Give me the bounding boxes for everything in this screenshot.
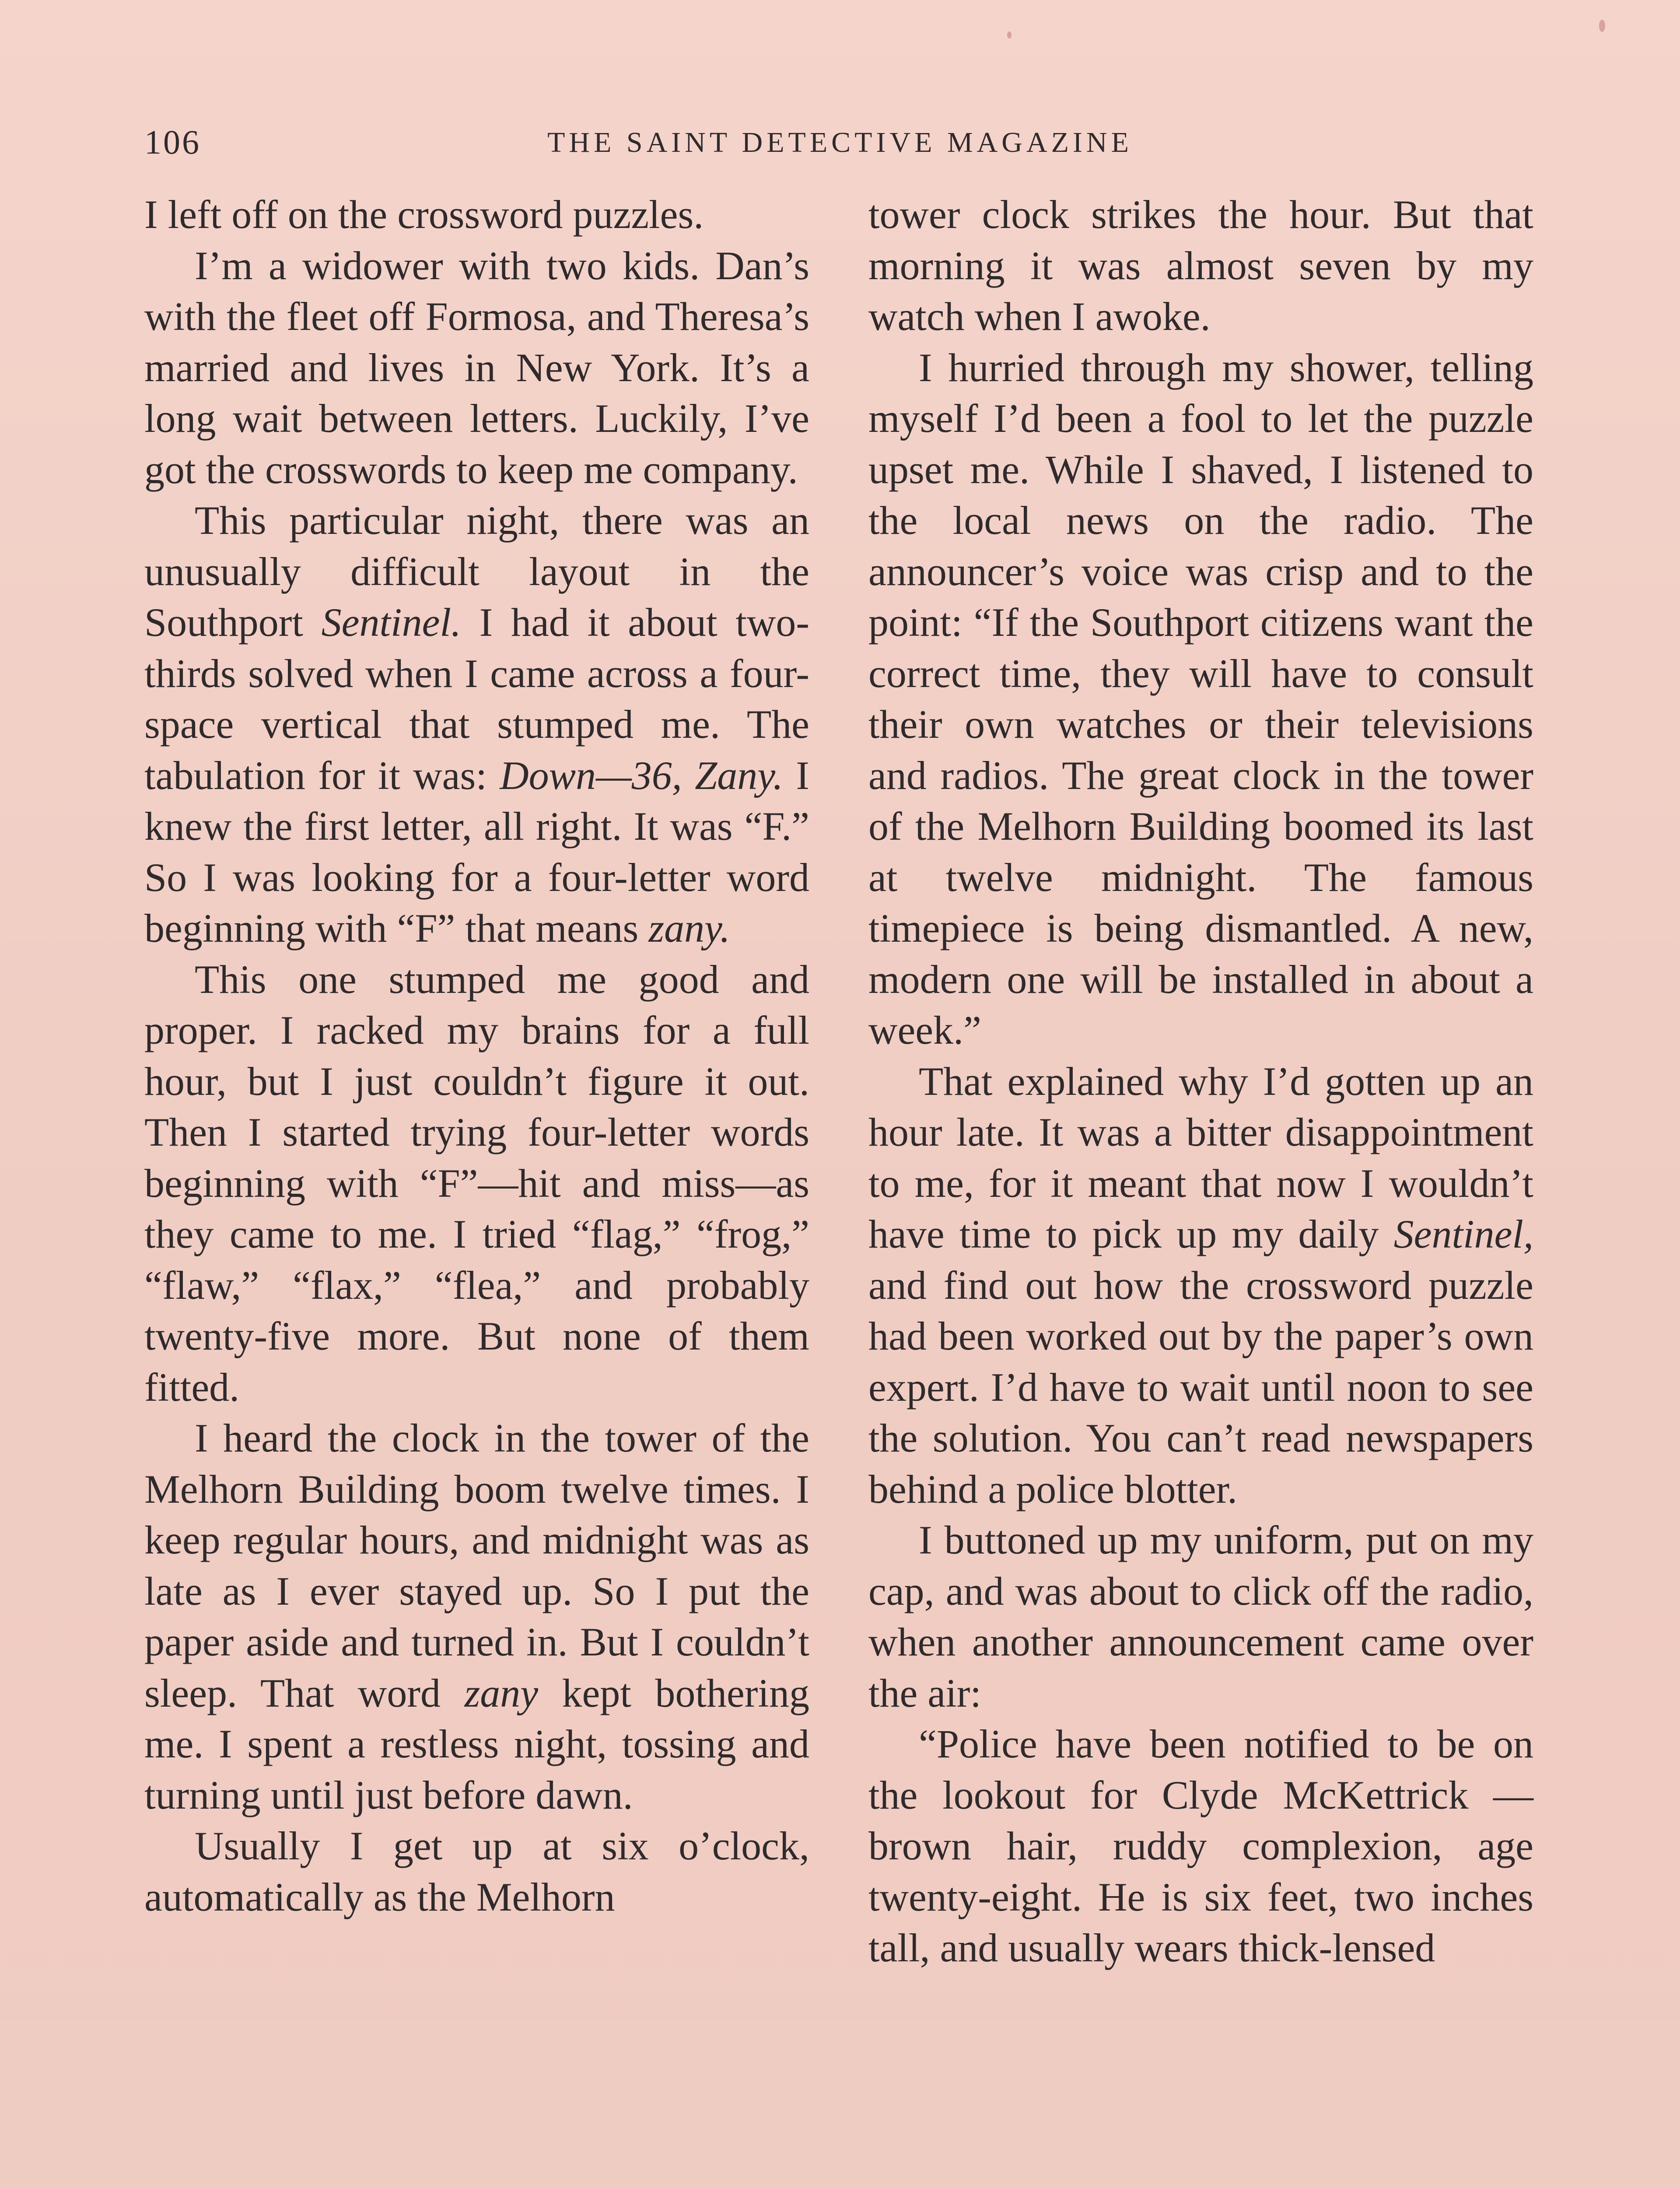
text-run: This one stumped me good and proper. I racked my brains for a full hour, but I just couldn’t figure it out. Then I started trying four-letter words beginning with “F”—hit and miss—as they came to me. I tried “flag,” “frog,” “flaw,” “flax,” “flea,” and probably twenty-five more. But none of them fitted. xyxy=(144,957,809,1410)
paragraph xyxy=(144,495,809,954)
paragraph xyxy=(868,1515,1533,1718)
paragraph xyxy=(868,189,1533,342)
italic-text: zany xyxy=(464,1670,539,1715)
text-run: tower clock strikes the hour. But that morning it was almost seven by my watch when I awoke. xyxy=(868,192,1533,339)
text-run: Usually I get up at six o’clock, automatically as the Melhorn xyxy=(144,1823,809,1919)
text-run: That explained why I’d gotten up an hour late. It was a bitter disappointment to me, for it meant that now I wouldn’t have time to pick up my daily xyxy=(868,1059,1533,1256)
italic-text: Sentinel. xyxy=(321,600,461,645)
page-header xyxy=(144,123,1536,175)
paragraph xyxy=(868,1718,1533,1974)
page-number: 106 xyxy=(144,123,201,161)
ink-speck xyxy=(1599,20,1605,32)
paragraph xyxy=(868,342,1533,1056)
text-run: I had it about two-thirds solved when I came across a four-space vertical that stumped me. The tabulation for it was: xyxy=(144,600,809,798)
paragraph xyxy=(144,240,809,495)
paragraph xyxy=(144,1413,809,1820)
right-text-column xyxy=(868,189,1533,1974)
text-run: I heard the clock in the tower of the Melhorn Building boom twelve times. I keep regular hours, and midnight was as late as I ever stayed up. So I put the paper aside and turned in. But I couldn’t sleep. That word xyxy=(144,1416,809,1715)
text-run: I buttoned up my uniform, put on my cap, and was about to click off the radio, when another announcement came over the air: xyxy=(868,1518,1533,1715)
text-run: “Police have been notified to be on the lookout for Clyde McKettrick — brown hair, ruddy complexion, age twenty-eight. He is six feet, two inches tall, and usually wears thick-lensed xyxy=(868,1722,1533,1970)
text-run: I hurried through my shower, telling myself I’d been a fool to let the puzzle upset me. While I shaved, I listened to the local news on the radio. The announcer’s voice was crisp and to the point: “If the Southport citizens want the correct time, they will have to consult their own watches or their televisions and radios. The great clock in the tower of the Melhorn Building boomed its last at twelve midnight. The famous timepiece is being dismantled. A new, modern one will be installed in about a week.” xyxy=(868,345,1533,1052)
text-run: and find out how the crossword puzzle had been worked out by the paper’s own expert. I’d have to wait until noon to see the solution. You can’t read newspapers behind a police blotter. xyxy=(868,1262,1533,1511)
italic-text: Sentinel, xyxy=(1393,1212,1533,1256)
text-run: I’m a widower with two kids. Dan’s with the fleet off Formosa, and Theresa’s married and lives in New York. It’s a long wait between letters. Luckily, I’ve got the crosswords to keep me company. xyxy=(144,243,809,492)
text-run: This particular night, there was an unusually difficult layout in the Southport xyxy=(144,498,809,645)
text-run: I knew the first letter, all right. It was “F.” So I was looking for a four-letter word beginning with “F” that means xyxy=(144,753,809,950)
paragraph xyxy=(144,954,809,1413)
paragraph xyxy=(144,189,809,240)
left-text-column xyxy=(144,189,809,1922)
ink-speck xyxy=(1007,32,1012,39)
paragraph xyxy=(868,1056,1533,1515)
text-run: kept bothering me. I spent a restless night, tossing and turning until just before dawn. xyxy=(144,1670,809,1817)
italic-text: Down—36, Zany. xyxy=(500,753,784,798)
text-run: I left off on the crossword puzzles. xyxy=(144,192,704,237)
running-title: THE SAINT DETECTIVE MAGAZINE xyxy=(547,126,1133,158)
italic-text: zany. xyxy=(648,906,730,950)
paragraph xyxy=(144,1820,809,1922)
